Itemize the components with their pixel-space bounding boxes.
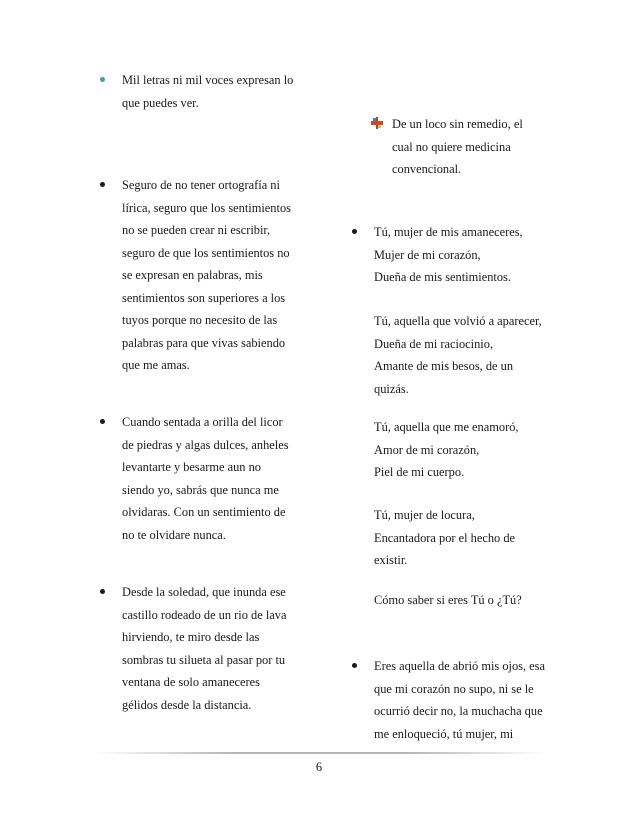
text-line: de piedras y algas dulces, anheles [122, 437, 289, 452]
text-line: olvidaras. Con un sentimiento de [122, 505, 286, 519]
text-line: levantarte y besarme aun no [122, 460, 261, 474]
text-line: Mil letras ni mil voces expresan lo [122, 73, 294, 87]
text-line: gélidos desde la distancia. [122, 697, 252, 712]
flag-bullet-icon [370, 116, 384, 130]
text-line: cual no quiere medicina [392, 139, 511, 154]
text-line: Tú, mujer de mis amaneceres, [374, 225, 523, 239]
text-line: Desde la soledad, que inunda ese [122, 585, 286, 599]
text-line: me enloqueció, tú mujer, mi [374, 726, 514, 741]
text-line: hirviendo, te miro desde las [122, 630, 260, 644]
text-line: De un loco sin remedio, el [392, 117, 523, 131]
text-line: palabras para que vivas sabiendo [122, 335, 286, 350]
text-line: Tú, mujer de locura, [374, 508, 475, 522]
bullet-icon [100, 182, 105, 187]
bullet-icon [100, 419, 105, 424]
text-line: Encantadora por el hecho de [374, 530, 516, 545]
bullet-icon [352, 663, 357, 668]
page-number: 6 [315, 760, 323, 774]
text-line: convencional. [392, 162, 462, 176]
text-line: siendo yo, sabrás que nunca me [122, 482, 279, 497]
text-line: existir. [374, 553, 408, 567]
footer-divider [95, 752, 545, 754]
text-line: Cuando sentada a orilla del licor [122, 415, 283, 429]
text-line: castillo rodeado de un rio de lava [122, 607, 287, 622]
text-line: Tú, aquella que volvió a aparecer, [374, 314, 542, 328]
text-line: sombras tu silueta al pasar por tu [122, 652, 286, 667]
bullet-icon [100, 77, 105, 82]
text-line: que me amas. [122, 358, 190, 372]
bullet-icon [352, 229, 357, 234]
text-line: no te olvidare nunca. [122, 527, 226, 542]
text-line: sentimientos son superiores a los [122, 290, 286, 305]
text-line: se expresan en palabras, mis [122, 268, 263, 282]
text-line: que mi corazón no supo, ni se le [374, 681, 534, 696]
text-line: ocurrió decir no, la muchacha que [374, 704, 543, 718]
bullet-icon [100, 589, 105, 594]
text-line: que puedes ver. [122, 95, 199, 110]
text-line: seguro de que los sentimientos no [122, 245, 290, 260]
text-line: Dueña de mi raciocinio, [374, 336, 494, 351]
text-line: Amor de mi corazón, [374, 442, 480, 457]
text-line: lírica, seguro que los sentimientos [122, 200, 291, 215]
text-line: Cómo saber si eres Tú o ¿Tú? [374, 593, 522, 607]
text-line: ventana de solo amaneceres [122, 675, 260, 689]
text-line: Amante de mis besos, de un [374, 359, 514, 373]
text-line: tuyos porque no necesito de las [122, 313, 278, 327]
text-line: Mujer de mi corazón, [374, 247, 481, 262]
text-line: quizás. [374, 381, 409, 396]
text-line: Dueña de mis sentimientos. [374, 270, 511, 284]
text-line: Eres aquella de abrió mis ojos, esa [374, 659, 546, 673]
text-line: no se pueden crear ni escribir, [122, 223, 271, 237]
text-line: Tú, aquella que me enamoró, [374, 420, 519, 434]
text-line: Seguro de no tener ortografía ni [122, 178, 280, 192]
text-line: Piel de mi cuerpo. [374, 465, 465, 479]
